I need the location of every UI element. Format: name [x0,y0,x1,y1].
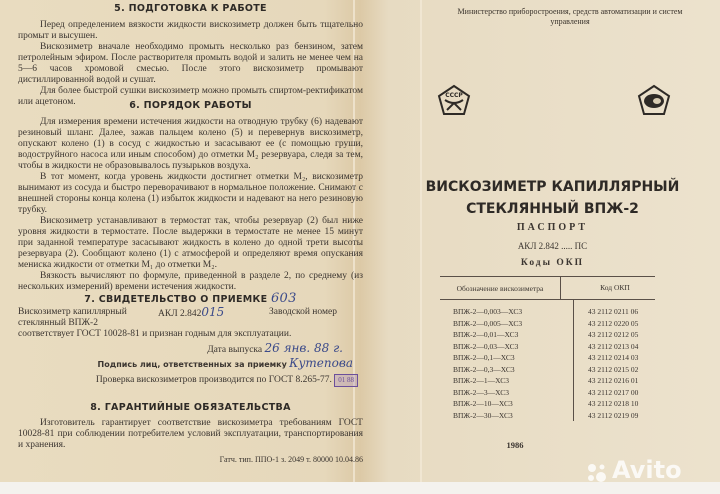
column-header: Код ОКП [560,277,655,299]
column-header: Обозначение вискозиметра [456,283,544,293]
table-row: ВПЖ-2—3—ХС3 43 2112 0217 00 [440,387,655,399]
paragraph: Вискозиметр устанавливают в термостат так, чтобы резервуар (2) был ниже уровня жидкости в термостате. После выдержки в термостате не менее 15 минут при заданной температуре засасывают жидкость в колено до одной трети высоты резервуара (2). Сообщают колено (1) с атмосферой и определяют время опускания мениска жидкости от отметки M₁ до отметки M₂. [18,216,363,270]
akl-handwritten: 015 [201,305,225,319]
quality-mark-ussr-icon [437,84,471,116]
signature-handwritten: Кутепова [289,356,353,370]
manufacturer-logo-icon [637,84,671,116]
table-row: ВПЖ-2—0,03—ХС3 43 2112 0213 04 [440,341,655,353]
table-row: ВПЖ-2—0,3—ХС3 43 2112 0215 02 [440,364,655,376]
akl-label: АКЛ 2.842 [158,309,202,319]
section-title: 8. ГАРАНТИЙНЫЕ ОБЯЗАТЕЛЬСТВА [90,402,291,413]
serial-label: Заводской номер [269,307,337,317]
table-row: ВПЖ-2—0,005—ХС3 43 2112 0220 05 [440,318,655,330]
paragraph: Перед определением вязкости жидкости вискозиметр должен быть тщательно промыт и высушен. [18,20,363,41]
conformity-text: соответствует ГОСТ 10028-81 и признан годным для эксплуатации. [18,329,292,339]
passport-label: ПАСПОРТ [516,222,589,233]
handwritten-number: 603 [270,291,297,306]
svg-text:СССР: СССР [445,92,463,99]
page-title: ВИСКОЗИМЕТР КАПИЛЛЯРНЫЙ СТЕКЛЯННЫЙ ВПЖ-2 [425,179,680,217]
akl-code: АКЛ 2.842 ..... ПС [517,241,588,251]
table-row: ВПЖ-2—0,1—ХС3 43 2112 0214 03 [440,352,655,364]
paragraph: Изготовитель гарантирует соответствие вискозиметра требованиям ГОСТ 10028-81 при соблюдении потребителем условий эксплуатации, транспортирования и хранения. [18,418,363,450]
avito-watermark: Avito [612,456,682,484]
section-title: 6. ПОРЯДОК РАБОТЫ [129,100,252,111]
paragraph: В тот момент, когда уровень жидкости достигнет отметки M₂, вискозиметр вынимают из сосуда и быстро переворачивают в нормальное положение. Снимают с внешней стороны конца колена (1) избыток жидкости и надевают на него резиновую трубку. [18,172,363,215]
section-title: 7. СВИДЕТЕЛЬСТВО О ПРИЕМКЕ 603 [84,291,297,306]
table-row: ВПЖ-2—0,01—ХС3 43 2112 0212 05 [440,329,655,341]
print-info: Гатч. тип. ППО-1 з. 2049 т. 80000 10.04.86 [219,455,363,464]
table-row: ВПЖ-2—0,003—ХС3 43 2112 0211 06 [440,306,655,318]
section-title: 5. ПОДГОТОВКА К РАБОТЕ [114,3,267,14]
table-header [440,277,655,300]
paragraph: Вискозиметр вначале необходимо промыть несколько раз бензином, затем петролейным эфиром. После растворителя промыть водой и залить не менее чем на 5—6 часов хромовой смесью. После этого вискозиметр промывают дистиллированной водой и сушат. [18,42,363,85]
section-procedure [18,100,363,293]
release-date-handwritten: 26 янв. 88 г. [264,341,343,355]
verification-note: Проверка вискозиметров производится по ГОСТ 8.265-77. [95,375,332,385]
release-date-label: Дата выпуска [207,345,263,355]
ministry-header: Министерство приборостроения, средств автоматизации и систем управления [457,7,683,26]
paragraph: Для измерения времени истечения жидкости на отводную трубку (6) надевают резиновый шланг. Далее, зажав пальцем колено (5) и перевернув вискозиметр, опускают колено (1) в сосуд с жидкостью и засасывают ее (с помощью груши, водоструйного насоса или иным способом) до отметки M₂ резервуара, следя за тем, чтобы в жидкости не образовывалось пузырьков воздуха. [18,117,363,171]
section-preparation [18,3,363,108]
device-name: Вискозиметр капиллярный стеклянный ВПЖ-2 [18,307,127,328]
section-acceptance [18,293,363,387]
publication-year: 1986 [506,440,524,450]
codes-title: Коды ОКП [520,258,585,268]
signature-label: Подпись лиц, ответственных за приемку [97,360,287,369]
table-row: ВПЖ-2—10—ХС3 43 2112 0218 10 [440,398,655,410]
avito-logo-icon [586,462,608,484]
section-warranty [18,402,363,465]
paragraph: Для более быстрой сушки вискозиметр можно промыть спиртом-ректификатом или ацетоном. [18,86,363,107]
okp-codes-table [440,276,655,421]
stamp: 01 88 [334,374,358,387]
table-row: ВПЖ-2—1—ХС3 43 2112 0216 01 [440,375,655,387]
paragraph: Вязкость вычисляют по формуле, приведенной в разделе 2, по среднему (из нескольких измерений) времени истечения жидкости. [18,271,363,292]
table-row: ВПЖ-2—30—ХС3 43 2112 0219 09 [440,410,655,422]
